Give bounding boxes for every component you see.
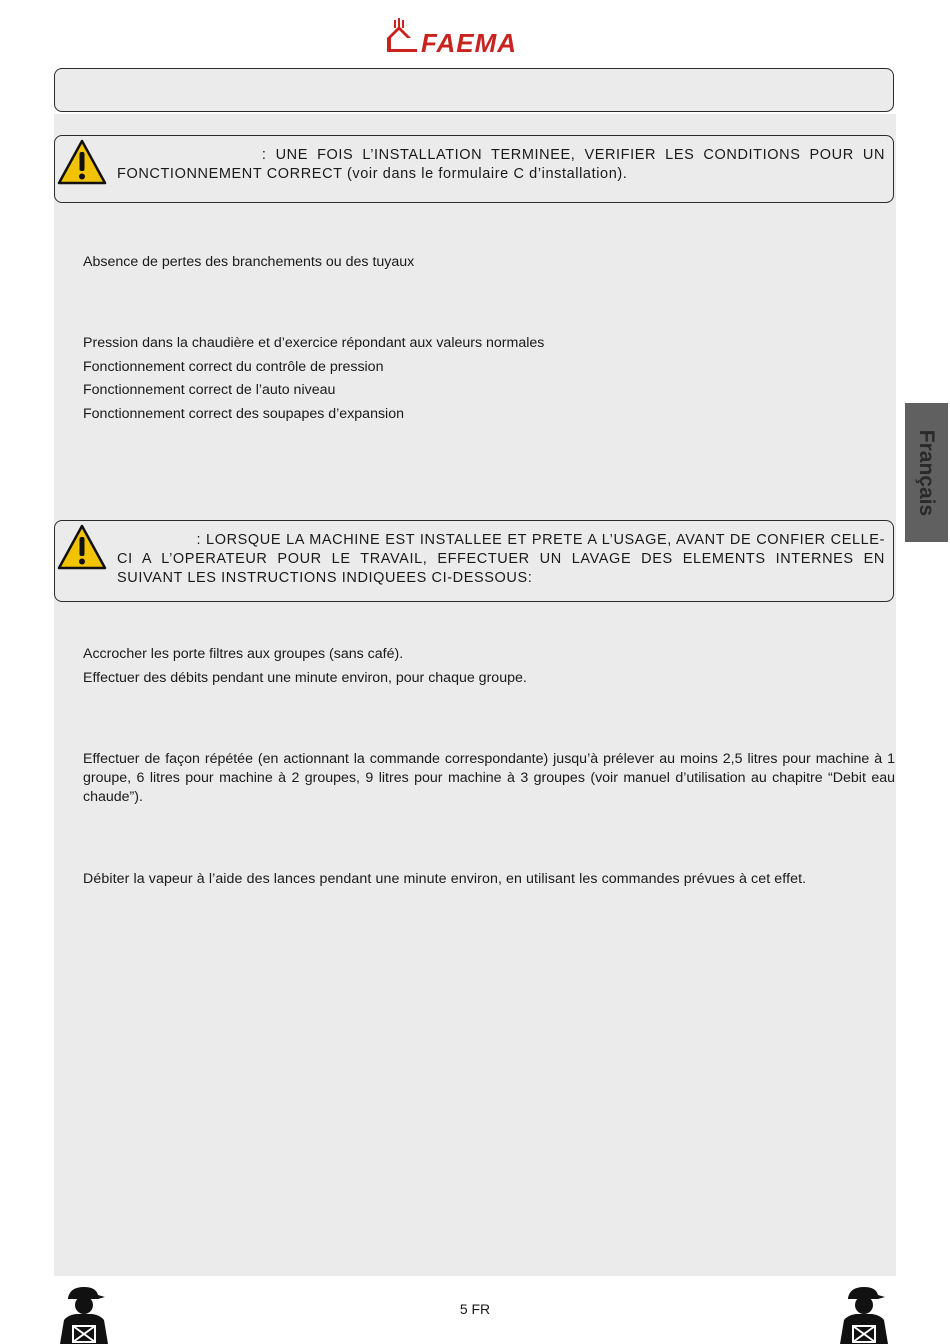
check-hydraulic: Absence de pertes des branchements ou des tuyaux — [83, 254, 415, 270]
warning-triangle-icon — [57, 139, 107, 185]
check-item: Pression dans la chaudière et d’exercice répondant aux valeurs normales — [83, 335, 545, 351]
warning-text: : LORSQUE LA MACHINE EST INSTALLEE ET PRETE A L’USAGE, AVANT DE CONFIER CELLE-CI A L’OPERATEUR POUR LE TRAVAIL, EFFECTUER UN LAVAGE DES ELEMENTS INTERNES EN SUIVANT LES INSTRUCTIONS INDIQUEES CI-DESSOUS: — [117, 532, 890, 586]
warning-box-washing — [54, 520, 894, 602]
check-item: Fonctionnement correct du contrôle de pression — [83, 359, 384, 375]
section-title-box — [54, 68, 894, 112]
technician-icon — [838, 1286, 892, 1344]
warning-text: : UNE FOIS L’INSTALLATION TERMINEE, VERIFIER LES CONDITIONS POUR UN FONCTIONNEMENT CORRECT (voir dans le formulaire C d’installation). — [117, 147, 890, 182]
language-tab[interactable] — [905, 403, 948, 542]
logo-text: FAEMA — [421, 28, 517, 56]
warning-box-installation-check — [54, 135, 894, 203]
check-item: Fonctionnement correct de l’auto niveau — [83, 382, 336, 398]
washing-steam: Débiter la vapeur à l’aide des lances pendant une minute environ, en utilisant les commandes prévues à cet effet. — [83, 871, 807, 887]
check-item: Fonctionnement correct des soupapes d’expansion — [83, 406, 404, 422]
faema-logo — [385, 16, 567, 56]
washing-groups-line: Effectuer des débits pendant une minute environ, pour chaque groupe. — [83, 670, 527, 686]
language-tab-label: Français — [915, 429, 938, 517]
content-area — [54, 114, 896, 1276]
washing-hot-water: Effectuer de façon répétée (en actionnant la commande correspondante) jusqu’à prélever au moins 2,5 litres pour machine à 1 groupe, 6 litres pour machine à 2 groupes, 9 litres pour machine à 3 groupes (voir manuel d’utilisation au chapitre “Debit eau chaude”). — [83, 751, 895, 805]
warning-triangle-icon — [57, 524, 107, 570]
page-number: 5 FR — [459, 1301, 491, 1317]
washing-groups-line: Accrocher les porte filtres aux groupes (sans café). — [83, 646, 404, 662]
